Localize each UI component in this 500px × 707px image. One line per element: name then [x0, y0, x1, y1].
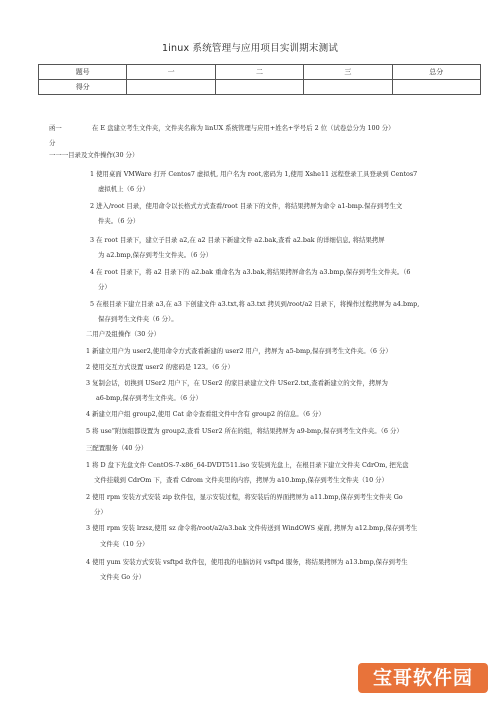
intro-text: 在 E 盘建立考生文件夹，文件夹名称为 linUX 系统管理与应用+姓名+学号后 2 位（试卷总分为 100 分） [92, 124, 395, 132]
list-item: 1 将 D 盘下光盘文件 CentOS-7-x86_64-DVDT511.iso 安装到光盘上，在根目录下建立文件夹 CdrOm, 把光盘 [86, 461, 409, 469]
list-item: 分） [98, 283, 111, 291]
list-item: 3 在 root 目录下，建立子目录 a2,在 a2 目录下新建文件 a2.bak,查看 a2.bak 的详细信息, 将结果拷屏 [90, 236, 385, 244]
section-3-heading: 三配置服务（40 分） [86, 444, 148, 452]
header-cell-number: 题号 [39, 65, 127, 80]
list-item: 2 使用交互方式设置 user2 的密码是 123。（6 分） [86, 363, 234, 371]
list-item: 文件夹 Go 分） [100, 573, 145, 581]
row-label-score: 得分 [39, 80, 127, 95]
list-item: 分） [94, 508, 107, 516]
list-item: 1 使用桌面 VMWare 打开 Centos7 虚拟机, 用户名为 root,密码为 1,使用 Xshe11 远程登录工具登录到 Centos7 [90, 170, 418, 178]
list-item: 件夹。（6 分） [98, 217, 140, 225]
section-2-heading: 二用户及组操作（30 分） [86, 330, 161, 338]
list-item: 保存到考生文件夹（6 分）。 [98, 315, 178, 323]
list-item: 4 在 root 目录下，将 a2 目录下的 a2.bak 重命名为 a3.bak,将结果拷屏命名为 a3.bmp,保存到考生文件夹。（6 [90, 268, 411, 276]
header-cell-three: 三 [304, 65, 392, 80]
list-item: a6-bmp,保存到考生文件夹。（6 分） [96, 394, 202, 402]
header-cell-one: 一 [127, 65, 215, 80]
list-item: 4 使用 yum 安装方式安装 vsftpd 软件包，使用我的电脑访问 vsftpd 服务，将结果拷屏为 a13.bmp,保存到考生 [86, 558, 408, 566]
list-item: 5 在根目录下建立目录 a3,在 a3 下创建文件 a3.txt,将 a3.txt 拷贝到/root/a2 目录下，将操作过程拷屏为 a4.bmp, [90, 300, 420, 308]
header-cell-two: 二 [215, 65, 303, 80]
list-item: 3 使用 rpm 安装 lrzsz,使用 sz 命令将/root/a2/a3.bak 文件传送到 WindOWS 桌面, 拷屏为 a12.bmp,保存到考生 [86, 524, 418, 532]
score-cell-one [127, 80, 215, 95]
list-item: 文件夹（10 分） [100, 540, 149, 548]
header-cell-total: 总分 [392, 65, 480, 80]
intro-label-1: 函一 [49, 124, 62, 132]
page-title: 1inux 系统管理与应用项目实训期末测试 [161, 43, 339, 54]
list-item: 为 a2.bmp,保存到考生文件夹。（6 分） [98, 251, 213, 259]
section-1-heading: 一一一目录及文件操作(30 分） [49, 151, 139, 159]
list-item: 2 进入/root 目录，使用命令以长格式方式查看/root 目录下的文件，将结果拷屏为命令 a1-bmp.保存到考生文 [90, 202, 403, 210]
list-item: 2 使用 rpm 安装方式安装 zip 软件包，显示安装过程，将安装后的界面拷屏为 a11.bmp,保存到考生文件夹 Go [86, 493, 403, 501]
list-item: 1 新建立用户为 user2,使用命令方式查看新建的 user2 用户，拷屏为 a5-bmp,保存到考生文件夹。（6 分） [86, 347, 392, 355]
intro-label-2: 分 [49, 139, 56, 147]
score-table [38, 64, 481, 95]
watermark-logo: 宝哥软件园 [358, 663, 488, 693]
list-item: 3 复制会话，切换到 USer2 用户下，在 USer2 的家目录建立文件 USer2.txt,查看新建立的文件，拷屏为 [86, 379, 388, 387]
score-cell-total [392, 80, 480, 95]
score-cell-two [215, 80, 303, 95]
score-cell-three [304, 80, 392, 95]
list-item: 虚拟机上（6 分） [98, 185, 149, 193]
list-item: 5 将 use”附加组都设置为 group2,查看 USer2 所在的组，将结果拷屏为 a9-bmp,保存到考生文件夹。（6 分） [86, 427, 403, 435]
score-table-score-row [39, 80, 481, 95]
list-item: 文件挂载到 CdrOm 下，查看 Cdrom 文件夹里的内容，拷屏为 a10.bmp,保存到考生文件夹（10 分） [94, 476, 388, 484]
score-table-header-row [39, 65, 481, 80]
list-item: 4 新建立用户组 group2,使用 Cat 命令查看组文件中含有 group2 的信息。（6 分） [86, 410, 325, 418]
